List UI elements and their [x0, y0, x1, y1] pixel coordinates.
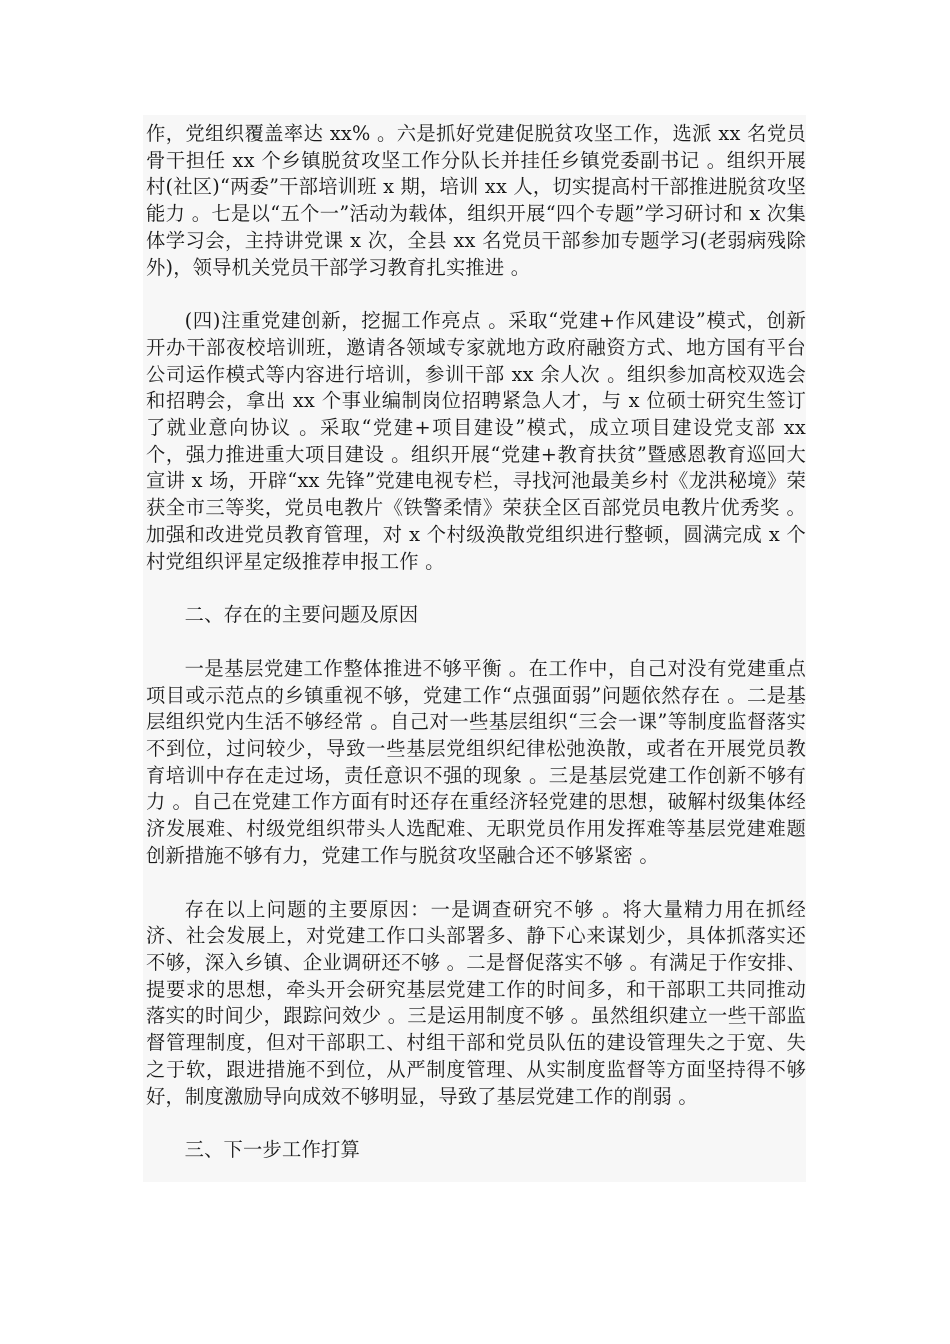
section-heading: 二、存在的主要问题及原因	[184, 603, 419, 627]
paragraph: 存在以上问题的主要原因：一是调查研究不够 。将大量精力用在抓经济、社会发展上，对党建工作口头部署多、静下心来谋划少，具体抓落实还不够，深入乡镇、企业调研还不够 。二是督促落实不够 。有满足于作安排、提要求的思想，牵头开会研究基层党建工作的时间多，和干部职工共同推动落实的时间少，跟踪问效少 。三是运用制度不够 。虽然组织建立一些干部监督管理制度，但对干部职工、村组干部和党员队伍的建设管理失之于宽、失之于软，跟进措施不到位，从严制度管理、从实制度监督等方面坚持得不够好，制度激励导向成效不够明显，导致了基层党建工作的削弱 。	[146, 897, 806, 1108]
paragraph: 一是基层党建工作整体推进不够平衡 。在工作中，自己对没有党建重点项目或示范点的乡镇重视不够，党建工作“点强面弱”问题依然存在 。二是基层组织党内生活不够经常 。自己对一些基层组织“三会一课”等制度监督落实不到位，过问较少，导致一些基层党组织纪律松弛涣散，或者在开展党员教育培训中存在走过场，责任意识不强的现象 。三是基层党建工作创新不够有力 。自己在党建工作方面有时还存在重经济轻党建的思想，破解村级集体经济发展难、村级党组织带头人选配难、无职党员作用发挥难等基层党建难题创新措施不够有力，党建工作与脱贫攻坚融合还不够紧密 。	[146, 656, 806, 867]
document-body	[146, 121, 806, 1164]
section-heading: 三、下一步工作打算	[184, 1138, 360, 1162]
paragraph: (四)注重党建创新，挖掘工作亮点 。采取“党建+作风建设”模式，创新开办干部夜校培训班，邀请各领域专家就地方政府融资方式、地方国有平台公司运作模式等内容进行培训，参训干部 xx 余人次 。组织参加高校双选会和招聘会，拿出 xx 个事业编制岗位招聘紧急人才，与 x 位硕士研究生签订了就业意向协议 。采取“党建+项目建设”模式，成立项目建设党支部 xx 个，强力推进重大项目建设 。组织开展“党建+教育扶贫”暨感恩教育巡回大宣讲 x 场，开辟“xx 先锋”党建电视专栏，寻找河池最美乡村《龙洪秘境》荣获全市三等奖，党员电教片《铁警柔情》荣获全区百部党员电教片优秀奖 。加强和改进党员教育管理，对 x 个村级涣散党组织进行整顿，圆满完成 x 个村党组织评星定级推荐申报工作 。	[146, 309, 806, 573]
paragraph: 作，党组织覆盖率达 xx% 。六是抓好党建促脱贫攻坚工作，选派 xx 名党员骨干担任 xx 个乡镇脱贫攻坚工作分队长并挂任乡镇党委副书记 。组织开展村(社区)“两委”干部培训班 x 期，培训 xx 人，切实提高村干部推进脱贫攻坚能力 。七是以“五个一”活动为载体，组织开展“四个专题”学习研讨和 x 次集体学习会，主持讲党课 x 次，全县 xx 名党员干部参加专题学习(老弱病残除外)，领导机关党员干部学习教育扎实推进 。	[146, 122, 806, 279]
